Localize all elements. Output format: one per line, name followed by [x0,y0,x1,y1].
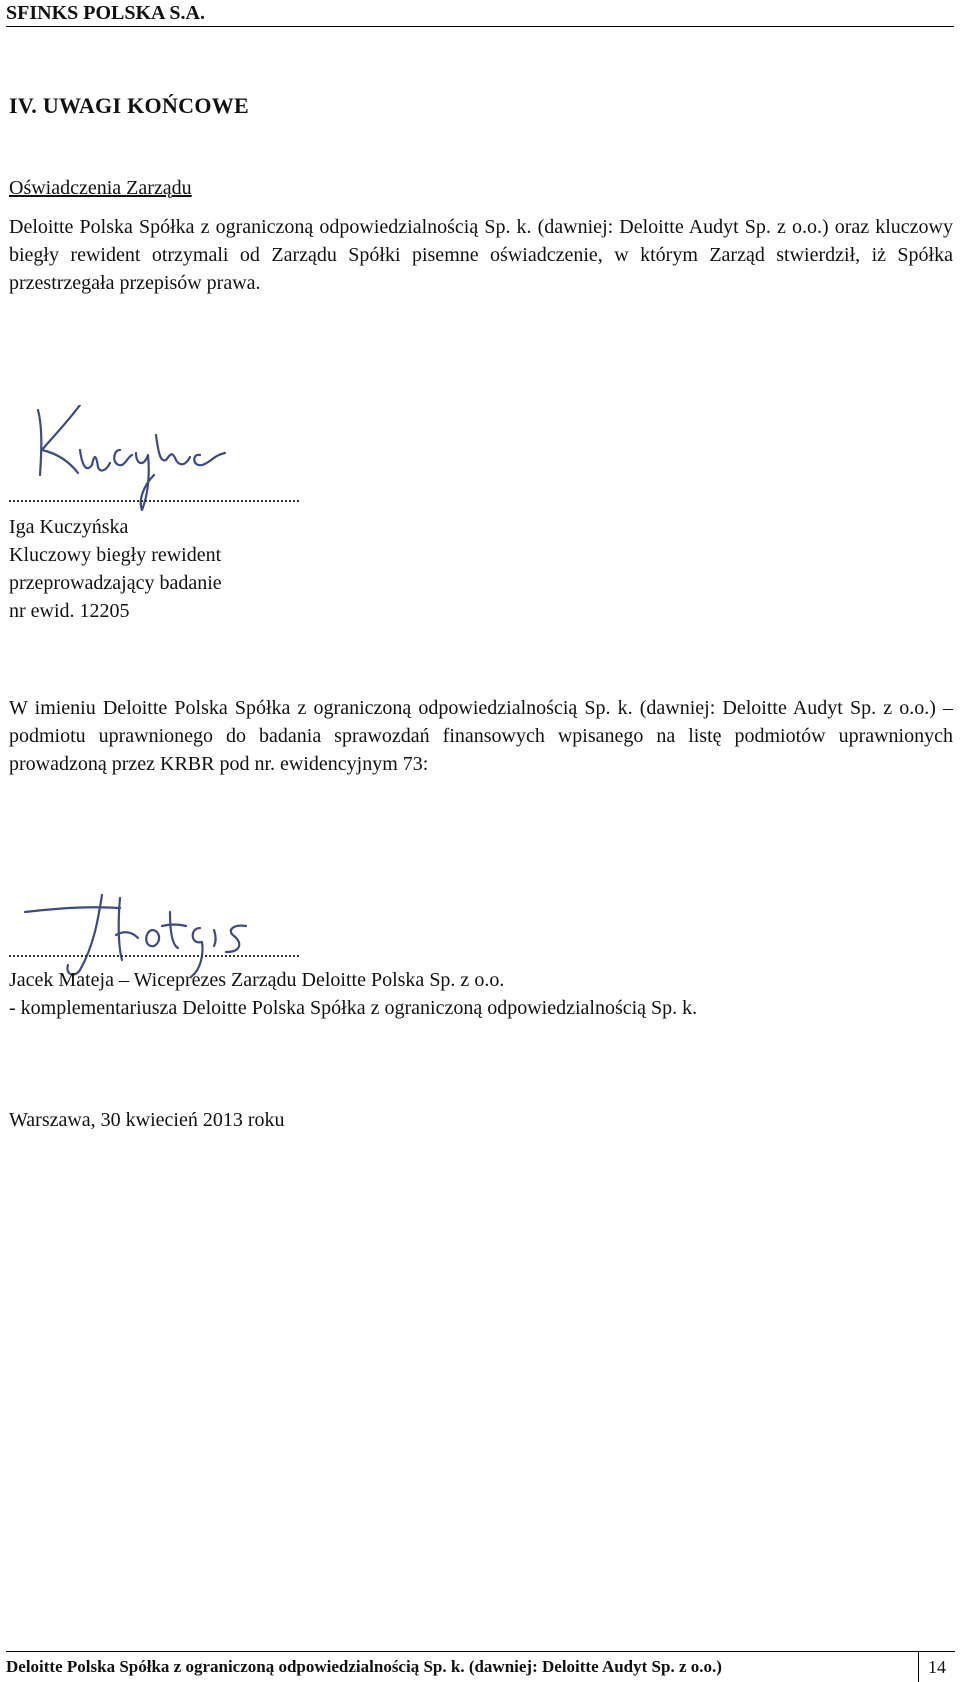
auditor-registration: nr ewid. 12205 [9,600,130,622]
auditor-signature [20,405,260,515]
footer-divider [6,1651,918,1652]
statements-subheading: Oświadczenia Zarządu [9,177,192,199]
page-number: 14 [918,1651,955,1682]
footer-firm-name: Deloitte Polska Spółka z ograniczoną odpowiedzialnością Sp. k. (dawniej: Deloitte Audyt Sp. z o.o.) [6,1657,722,1676]
auditor-role-detail: przeprowadzający badanie [9,572,222,594]
statements-paragraph: Deloitte Polska Spółka z ograniczoną odpowiedzialnością Sp. k. (dawniej: Deloitte Audyt Sp. z o.o.) oraz kluczowy biegły rewident otrzymali od Zarządu Spółki pisemne oświadczenie, w którym Zarząd stwierdził, iż Spółka przestrzegała przepisów prawa. [9,216,953,294]
signature-line [9,500,299,502]
auditor-name: Iga Kuczyńska [9,516,129,538]
header-divider [6,26,954,27]
signer-name-title: Jacek Mateja – Wiceprezes Zarządu Deloitte Polska Sp. z o.o. [9,969,505,991]
section-heading: IV. UWAGI KOŃCOWE [9,93,250,118]
auditor-block [9,513,222,625]
header-company-name: SFINKS POLSKA S.A. [6,2,205,24]
signature-line [9,955,299,957]
on-behalf-paragraph: W imieniu Deloitte Polska Spółka z ograniczoną odpowiedzialnością Sp. k. (dawniej: Deloitte Audyt Sp. z o.o.) – podmiotu uprawnionego do badania sprawozdań finansowych wpisanego na listę podmiotów uprawnionych prowadzoną przez KRBR pod nr. ewidencyjnym 73: [9,697,953,775]
auditor-role: Kluczowy biegły rewident [9,544,222,566]
signer-block [9,966,697,1022]
signer-entity: - komplementariusza Deloitte Polska Spółka z ograniczoną odpowiedzialnością Sp. k. [9,997,698,1019]
place-and-date: Warszawa, 30 kwiecień 2013 roku [9,1109,285,1131]
